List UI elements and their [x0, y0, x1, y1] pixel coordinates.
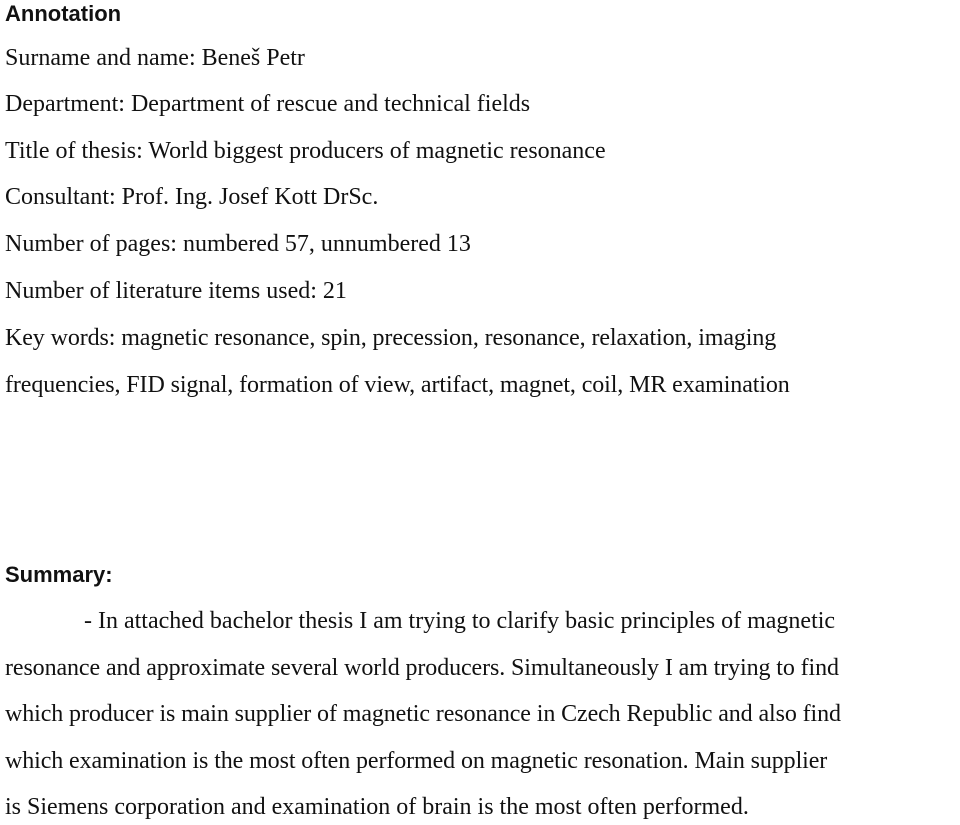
literature-line: Number of literature items used: 21 [5, 278, 347, 304]
summary-line-1: - In attached bachelor thesis I am trying to clarify basic principles of magnetic [84, 608, 836, 634]
thesis-title-line: Title of thesis: World biggest producers of magnetic resonance [5, 138, 606, 164]
summary-line-2: resonance and approximate several world producers. Simultaneously I am trying to find [5, 655, 839, 681]
pages-line: Number of pages: numbered 57, unnumbered 13 [5, 231, 471, 257]
surname-line: Surname and name: Beneš Petr [5, 45, 305, 71]
keywords-line-1: Key words: magnetic resonance, spin, precession, resonance, relaxation, imaging [5, 325, 777, 351]
annotation-heading: Annotation [5, 1, 122, 26]
consultant-line: Consultant: Prof. Ing. Josef Kott DrSc. [5, 184, 379, 210]
summary-line-5: is Siemens corporation and examination of brain is the most often performed. [5, 794, 749, 820]
summary-heading: Summary: [5, 562, 113, 587]
department-line: Department: Department of rescue and technical fields [5, 91, 531, 117]
summary-line-4: which examination is the most often performed on magnetic resonation. Main supplier [5, 748, 828, 774]
keywords-line-2: frequencies, FID signal, formation of view, artifact, magnet, coil, MR examination [5, 372, 790, 398]
summary-line-3: which producer is main supplier of magnetic resonance in Czech Republic and also find [5, 701, 841, 727]
